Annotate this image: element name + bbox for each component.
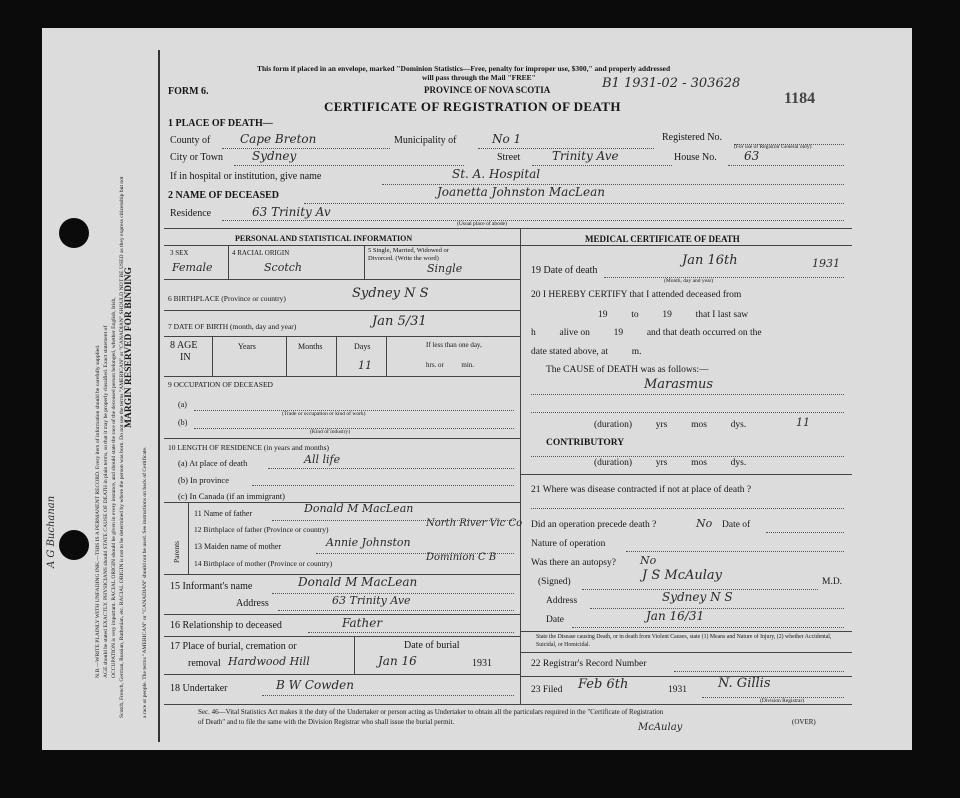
registrar-record-label: 22 Registrar's Record Number [531,659,647,669]
margin-reserved-label: MARGIN RESERVED FOR BINDING [124,267,134,428]
burial-value: Hardwood Hill [228,655,310,668]
residence-label: Residence [170,208,212,219]
marital-value: Single [427,262,463,275]
doctor-address-label: Address [546,596,578,606]
certify-line-1: 20 I HEREBY CERTIFY that I attended deceased from [531,290,742,300]
residence-b-label: (b) In province [178,475,229,485]
burial-year: 1931 [472,658,492,669]
certify-line-2: 19 to 19 that I last saw [598,310,749,320]
bottom-annotation: McAulay [638,722,683,733]
sex-label: 3 SEX [170,249,189,257]
residence-a-label: (a) At place of death [178,458,248,468]
occupation-b: (b) [178,418,188,427]
sex-value: Female [172,261,213,274]
house-no-label: House No. [674,152,717,163]
date-of-death-label: 19 Date of death [531,265,598,276]
street-value: Trinity Ave [552,149,619,163]
certificate-title: CERTIFICATE OF REGISTRATION OF DEATH [324,99,621,114]
city-label: City or Town [170,152,224,163]
house-no-value: 63 [744,149,760,163]
date-of-death-year: 1931 [812,257,840,270]
sec46-line-1: Sec. 46—Vital Statistics Act makes it the duty of the Undertaker or person acting as Undertaker to obtain all the particulars required in the "Certificate of Registration [198,708,664,716]
birthplace-label: 6 BIRTHPLACE (Province or country) [168,294,286,303]
duration-line-1: (duration) yrs mos dys. [594,420,747,430]
hospital-label: If in hospital or institution, give name [170,171,322,182]
informant-label: 15 Informant's name [170,581,253,592]
less-than-day-label: If less than one day, [426,341,482,349]
signed-value: J S McAulay [642,568,722,583]
county-value: Cape Breton [240,132,317,146]
burial-date-label: Date of burial [404,640,460,651]
envelope-note-1: This form if placed in an envelope, marked "Dominion Statistics—Free, penalty for improper use, $300," and properly addressed [257,64,671,73]
sec46-line-2: of Death" and to file the same with the Division Registrar who shall issue the burial permit. [198,718,455,726]
age-label-1: 8 AGE [170,340,198,351]
years-label: Years [238,342,256,351]
operation-date-label: Date of [722,520,751,530]
signed-date-label: Date [546,615,564,625]
date-of-death-value: Jan 16th [682,253,738,268]
undertaker-value: B W Cowden [276,678,354,692]
months-label: Months [298,342,323,351]
mother-birthplace-value: Dominion C B [426,552,497,563]
city-value: Sydney [252,149,297,163]
binding-line [158,50,160,742]
cause-value: Marasmus [644,377,714,392]
division-registrar-note: (Division Registrar) [760,698,805,704]
filed-label: 23 Filed [531,685,563,695]
over-label: (OVER) [792,718,816,726]
mother-birthplace-label: 14 Birthplace of mother (Province or country) [194,559,333,568]
dob-label: 7 DATE OF BIRTH (month, day and year) [168,322,297,331]
municipality-value: No 1 [492,132,522,146]
nature-operation-label: Nature of operation [531,539,606,549]
burial-date-value: Jan 16 [378,654,417,668]
mother-label: 13 Maiden name of mother [194,542,282,551]
father-birthplace-label: 12 Birthplace of father (Province or country) [194,525,329,534]
instructions-line-3: OCCUPATION is very important. RACIAL ORIGIN should be given in every instance, and should state the race of the deceased person belonged, whether English, Irish, [111,297,117,678]
violent-causes-note: State the Disease causing Death, or in death from Violent Causes, state (1) Means and Nature of Injury, (2) whether Accidental, Suicidal, or Homicidal. [536,634,832,648]
division-registrar-signature: N. Gillis [718,676,771,691]
operation-value: No [696,517,713,530]
father-birthplace-value: North River Vic Co [426,518,523,529]
binding-margin [42,28,160,750]
municipality-label: Municipality of [394,135,457,146]
death-certificate [42,28,912,750]
registration-number: B1 1931-02 - 303628 [602,76,741,91]
residence-length-label: 10 LENGTH OF RESIDENCE (in years and months) [168,443,330,452]
days-value: 11 [358,359,372,372]
doctor-address-value: Sydney N S [662,590,733,604]
contracted-label: 21 Where was disease contracted if not at place of death ? [531,485,752,495]
informant-value: Donald M MacLean [298,575,418,589]
certify-line-4: date stated above, at m. [531,347,642,357]
filed-year: 1931 [668,685,687,695]
signed-date-value: Jan 16/31 [646,609,705,623]
autopsy-label: Was there an autopsy? [531,558,616,568]
informant-address-value: 63 Trinity Ave [332,594,411,607]
relationship-value: Father [342,616,383,630]
md-label: M.D. [822,577,843,587]
occupation-a-note: (Trade or occupation or kind of work) [282,411,366,417]
racial-origin-value: Scotch [264,261,302,274]
residence-c-label: (c) In Canada (if an immigrant) [178,491,285,501]
father-value: Donald M MacLean [304,502,414,515]
informant-address-label: Address [236,598,269,609]
hospital-value: St. A. Hospital [452,167,541,181]
autopsy-value: No [640,554,657,567]
duration-line-2: (duration) yrs mos dys. [594,458,747,468]
residence-value: 63 Trinity Av [252,205,331,219]
racial-origin-label: 4 RACIAL ORIGIN [232,249,290,257]
county-label: County of [170,135,211,146]
deceased-name-value: Joanetta Johnston MacLean [437,185,605,199]
burial-label-2: removal [188,658,221,669]
occupation-b-note: (Kind of industry) [310,429,351,435]
certify-line-3: h alive on 19 and that death occurred on the [531,328,762,338]
undertaker-label: 18 Undertaker [170,683,228,694]
instructions-line-4: Scotch, French, German, Russian, Ruthenian, etc. RACIAL ORIGIN is not to be determined by where the person was born. Do not use the terms "AMERICAN" or "CANADIAN" SHOULD NOT BE USED as they express citizenship but not [119,176,125,718]
registered-no-label: Registered No. [662,132,722,143]
medical-heading: MEDICAL CERTIFICATE OF DEATH [585,234,740,244]
punch-hole-bottom [59,530,89,560]
parents-label: Parents [172,540,181,563]
envelope-note-2: will pass through the Mail "FREE" [422,73,536,82]
residence-note: (Usual place of abode) [457,221,507,227]
hrs-min-label: hrs. or min. [426,361,475,369]
burial-label-1: 17 Place of burial, cremation or [170,641,297,652]
place-of-death-heading: 1 PLACE OF DEATH— [168,118,273,129]
filed-value: Feb 6th [578,677,629,692]
signed-label: (Signed) [538,577,571,587]
mother-value: Annie Johnston [326,536,411,549]
age-label-2: IN [180,352,191,363]
registered-no-note: (For use of Registrar General only) [734,144,812,150]
punch-hole-top [59,218,89,248]
cause-label: The CAUSE of DEATH was as follows:— [546,365,709,375]
instructions-line-2: AGE should be stated EXACTLY. PHYSICIANS should STATE CAUSE OF DEATH in plain terms, so that it may be properly classified. Exact statement of [103,325,109,678]
date-of-death-note: (Month, day and year) [664,278,714,284]
occupation-label: 9 OCCUPATION OF DECEASED [168,380,273,389]
relationship-label: 16 Relationship to deceased [170,620,282,631]
side-annotation: A G Buchanan [46,495,57,568]
personal-heading: PERSONAL AND STATISTICAL INFORMATION [235,234,413,243]
instructions-line-1: N.B.—WRITE PLAINLY WITH UNFADING INK.—THIS IS A PERMANENT RECORD. Every item of information should be carefully supplied. [95,344,101,678]
occupation-a: (a) [178,400,187,409]
marital-label-1: 5 Single, Married, Widowed or [368,247,449,254]
contributory-label: CONTRIBUTORY [546,438,625,448]
dob-value: Jan 5/31 [372,314,427,329]
duration-mos-value: 11 [796,416,810,429]
father-label: 11 Name of father [194,509,253,518]
marital-label-2: Divorced. (Write the word) [368,255,439,262]
operation-label: Did an operation precede death ? [531,520,657,530]
stamp-number: 1184 [784,90,816,107]
form-number: FORM 6. [168,86,209,97]
instructions-line-5: a race or people. The terms "AMERICAN" or "CANADIAN" should not be used. See instructions on back of Certificate. [142,446,148,718]
days-label: Days [354,342,371,351]
street-label: Street [497,152,521,163]
birthplace-value: Sydney N S [352,286,429,301]
deceased-name-label: 2 NAME OF DECEASED [168,190,280,201]
column-divider [520,228,521,704]
residence-a-value: All life [304,453,341,466]
province-label: PROVINCE OF NOVA SCOTIA [424,85,551,95]
